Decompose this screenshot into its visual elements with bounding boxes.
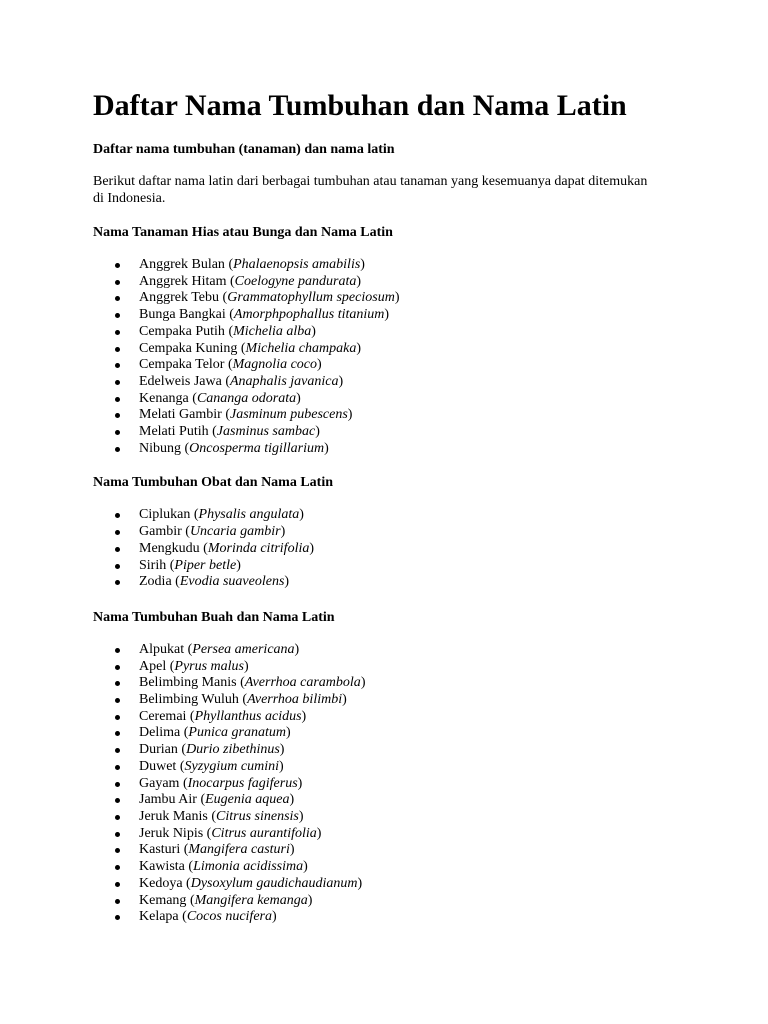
bullet-icon bbox=[115, 848, 120, 853]
bullet-icon bbox=[115, 447, 120, 452]
bullet-icon bbox=[115, 815, 120, 820]
plant-common-name: Ciplukan bbox=[139, 507, 191, 523]
section-heading: Nama Tanaman Hias atau Bunga dan Nama Latin bbox=[93, 225, 393, 240]
plant-latin-name: Morinda citrifolia bbox=[207, 540, 310, 556]
plant-common-name: Melati Putih bbox=[139, 424, 209, 440]
plant-latin-name: Grammatophyllum speciosum bbox=[227, 290, 395, 306]
plant-latin-name: Phalaenopsis amabilis bbox=[233, 257, 361, 272]
list-item: Kasturi (Mangifera casturi) bbox=[93, 842, 728, 859]
plant-latin-name: Eugenia aquea bbox=[205, 792, 290, 808]
bullet-icon bbox=[115, 681, 120, 686]
list-item: Belimbing Manis (Averrhoa carambola) bbox=[93, 675, 728, 692]
plant-common-name: Kelapa bbox=[139, 909, 179, 925]
plant-latin-name: Citrus aurantifolia bbox=[211, 825, 317, 841]
list-item: Anggrek Tebu (Grammatophyllum speciosum) bbox=[93, 290, 728, 307]
list-item: Mengkudu (Morinda citrifolia) bbox=[93, 541, 728, 558]
plant-latin-name: Punica granatum bbox=[188, 725, 286, 741]
bullet-icon bbox=[115, 665, 120, 670]
bullet-icon bbox=[115, 413, 120, 418]
bullet-icon bbox=[115, 698, 120, 703]
bullet-icon bbox=[115, 782, 120, 787]
plant-common-name: Cempaka Putih bbox=[139, 323, 225, 339]
plant-common-name: Delima bbox=[139, 725, 181, 741]
plant-common-name: Ceremai bbox=[139, 708, 187, 724]
plant-latin-name: Michelia alba bbox=[233, 323, 312, 339]
plant-common-name: Kemang bbox=[139, 892, 187, 908]
list-item: Apel (Pyrus malus) bbox=[93, 659, 728, 676]
plant-common-name: Bunga Bangkai bbox=[139, 307, 226, 323]
list-item: Ciplukan (Physalis angulata) bbox=[93, 507, 728, 524]
plant-common-name: Zodia bbox=[139, 574, 172, 590]
plant-common-name: Belimbing Manis bbox=[139, 675, 237, 691]
plant-common-name: Apel bbox=[139, 658, 167, 674]
plant-common-name: Duwet bbox=[139, 758, 177, 774]
bullet-icon bbox=[115, 547, 120, 552]
list-item: Anggrek Hitam (Coelogyne pandurata) bbox=[93, 274, 728, 291]
bullet-icon bbox=[115, 915, 120, 920]
bullet-icon bbox=[115, 580, 120, 585]
list-item: Gambir (Uncaria gambir) bbox=[93, 524, 728, 541]
plant-latin-name: Oncosperma tigillarium bbox=[189, 440, 325, 456]
bullet-icon bbox=[115, 865, 120, 870]
bullet-icon bbox=[115, 748, 120, 753]
plant-latin-name: Averrhoa carambola bbox=[244, 675, 361, 691]
bullet-icon bbox=[115, 513, 120, 518]
plant-common-name: Kasturi bbox=[139, 842, 181, 858]
list-item: Delima (Punica granatum) bbox=[93, 725, 728, 742]
plant-common-name: Jambu Air bbox=[139, 792, 197, 808]
list-item: Duwet (Syzygium cumini) bbox=[93, 759, 728, 776]
list-item: Melati Putih (Jasminus sambac) bbox=[93, 424, 728, 441]
list-item: Sirih (Piper betle) bbox=[93, 558, 728, 575]
plant-common-name: Anggrek Bulan bbox=[139, 257, 225, 272]
list-item: Kedoya (Dysoxylum gaudichaudianum) bbox=[93, 876, 728, 893]
plant-latin-name: Uncaria gambir bbox=[189, 524, 281, 540]
bullet-icon bbox=[115, 648, 120, 653]
bullet-icon bbox=[115, 330, 120, 335]
section-heading: Nama Tumbuhan Obat dan Nama Latin bbox=[93, 475, 334, 491]
bullet-icon bbox=[115, 731, 120, 736]
list-item: Edelweis Jawa (Anaphalis javanica) bbox=[93, 374, 728, 391]
plant-common-name: Edelweis Jawa bbox=[139, 373, 222, 389]
list-item: Anggrek Bulan (Phalaenopsis amabilis) bbox=[93, 257, 728, 274]
plant-latin-name: Citrus sinensis bbox=[216, 808, 299, 824]
plant-common-name: Kenanga bbox=[139, 390, 189, 406]
list-item: Durian (Durio zibethinus) bbox=[93, 742, 728, 759]
bullet-icon bbox=[115, 296, 120, 301]
plant-common-name: Belimbing Wuluh bbox=[139, 692, 239, 708]
list-item: Alpukat (Persea americana) bbox=[93, 642, 728, 659]
plant-common-name: Kedoya bbox=[139, 875, 183, 891]
list-item: Bunga Bangkai (Amorphpophallus titanium) bbox=[93, 307, 728, 324]
bullet-icon bbox=[115, 363, 120, 368]
plant-latin-name: Coelogyne pandurata bbox=[234, 273, 357, 289]
plant-latin-name: Magnolia coco bbox=[232, 357, 318, 373]
bullet-icon bbox=[115, 380, 120, 385]
bullet-icon bbox=[115, 530, 120, 535]
list-item: Gayam (Inocarpus fagiferus) bbox=[93, 776, 728, 793]
plant-latin-name: Mangifera kemanga bbox=[194, 892, 308, 908]
list-item: Kemang (Mangifera kemanga) bbox=[93, 893, 728, 910]
list-item: Kenanga (Cananga odorata) bbox=[93, 391, 728, 408]
plant-list bbox=[93, 507, 728, 591]
list-item: Zodia (Evodia suaveolens) bbox=[93, 574, 728, 591]
plant-common-name: Durian bbox=[139, 742, 178, 758]
list-item: Nibung (Oncosperma tigillarium) bbox=[93, 441, 728, 458]
plant-common-name: Cempaka Kuning bbox=[139, 340, 238, 356]
plant-common-name: Jeruk Manis bbox=[139, 808, 208, 824]
bullet-icon bbox=[115, 882, 120, 887]
list-item: Ceremai (Phyllanthus acidus) bbox=[93, 709, 728, 726]
bullet-icon bbox=[115, 347, 120, 352]
plant-latin-name: Limonia acidissima bbox=[193, 859, 304, 875]
plant-common-name: Kawista bbox=[139, 859, 185, 875]
document-subtitle: Daftar nama tumbuhan (tanaman) dan nama latin bbox=[93, 142, 395, 157]
plant-latin-name: Michelia champaka bbox=[245, 340, 357, 356]
plant-latin-name: Jasminus sambac bbox=[216, 424, 316, 440]
list-item: Cempaka Putih (Michelia alba) bbox=[93, 324, 728, 341]
plant-common-name: Alpukat bbox=[139, 641, 185, 657]
plant-common-name: Mengkudu bbox=[139, 540, 200, 556]
list-item: Cempaka Telor (Magnolia coco) bbox=[93, 357, 728, 374]
plant-common-name: Gambir bbox=[139, 524, 182, 540]
bullet-icon bbox=[115, 280, 120, 285]
plant-common-name: Sirih bbox=[139, 557, 167, 573]
plant-common-name: Cempaka Telor bbox=[139, 357, 225, 373]
plant-common-name: Jeruk Nipis bbox=[139, 825, 204, 841]
sections-container bbox=[93, 224, 728, 926]
intro-paragraph: Berikut daftar nama latin dari berbagai tumbuhan atau tanaman yang kesemuanya dapat ditemukan di Indonesia. bbox=[93, 174, 648, 206]
plant-latin-name: Phyllanthus acidus bbox=[194, 708, 302, 724]
bullet-icon bbox=[115, 715, 120, 720]
plant-latin-name: Averrhoa bilimbi bbox=[247, 692, 343, 708]
plant-latin-name: Durio zibethinus bbox=[186, 742, 280, 758]
plant-common-name: Gayam bbox=[139, 775, 180, 791]
list-item: Melati Gambir (Jasminum pubescens) bbox=[93, 407, 728, 424]
plant-latin-name: Piper betle bbox=[174, 557, 237, 573]
plant-common-name: Melati Gambir bbox=[139, 407, 222, 423]
bullet-icon bbox=[115, 430, 120, 435]
plant-latin-name: Mangifera casturi bbox=[188, 842, 290, 858]
bullet-icon bbox=[115, 397, 120, 402]
plant-latin-name: Persea americana bbox=[192, 641, 295, 657]
bullet-icon bbox=[115, 564, 120, 569]
section-heading: Nama Tumbuhan Buah dan Nama Latin bbox=[93, 609, 335, 625]
plant-latin-name: Physalis angulata bbox=[198, 507, 300, 523]
bullet-icon bbox=[115, 313, 120, 318]
list-item: Kelapa (Cocos nucifera) bbox=[93, 909, 728, 926]
plant-latin-name: Anaphalis javanica bbox=[229, 373, 339, 389]
plant-latin-name: Amorphpophallus titanium bbox=[233, 307, 385, 323]
plant-latin-name: Pyrus malus bbox=[174, 658, 245, 674]
bullet-icon bbox=[115, 899, 120, 904]
plant-common-name: Nibung bbox=[139, 440, 181, 456]
plant-latin-name: Syzygium cumini bbox=[184, 758, 279, 774]
plant-list bbox=[93, 257, 728, 457]
bullet-icon bbox=[115, 832, 120, 837]
list-item: Cempaka Kuning (Michelia champaka) bbox=[93, 341, 728, 358]
list-item: Kawista (Limonia acidissima) bbox=[93, 859, 728, 876]
plant-common-name: Anggrek Tebu bbox=[139, 290, 220, 306]
list-item: Jeruk Manis (Citrus sinensis) bbox=[93, 809, 728, 826]
plant-latin-name: Inocarpus fagiferus bbox=[187, 775, 298, 791]
plant-list bbox=[93, 642, 728, 926]
plant-latin-name: Dysoxylum gaudichaudianum bbox=[190, 875, 358, 891]
list-item: Belimbing Wuluh (Averrhoa bilimbi) bbox=[93, 692, 728, 709]
page-title: Daftar Nama Tumbuhan dan Nama Latin bbox=[93, 89, 627, 122]
plant-latin-name: Jasminum pubescens bbox=[229, 407, 348, 423]
plant-latin-name: Evodia suaveolens bbox=[179, 574, 285, 590]
list-item: Jeruk Nipis (Citrus aurantifolia) bbox=[93, 826, 728, 843]
bullet-icon bbox=[115, 798, 120, 803]
plant-latin-name: Cocos nucifera bbox=[186, 909, 272, 925]
bullet-icon bbox=[115, 765, 120, 770]
plant-latin-name: Cananga odorata bbox=[196, 390, 297, 406]
plant-common-name: Anggrek Hitam bbox=[139, 273, 227, 289]
bullet-icon bbox=[115, 263, 120, 268]
list-item: Jambu Air (Eugenia aquea) bbox=[93, 792, 728, 809]
